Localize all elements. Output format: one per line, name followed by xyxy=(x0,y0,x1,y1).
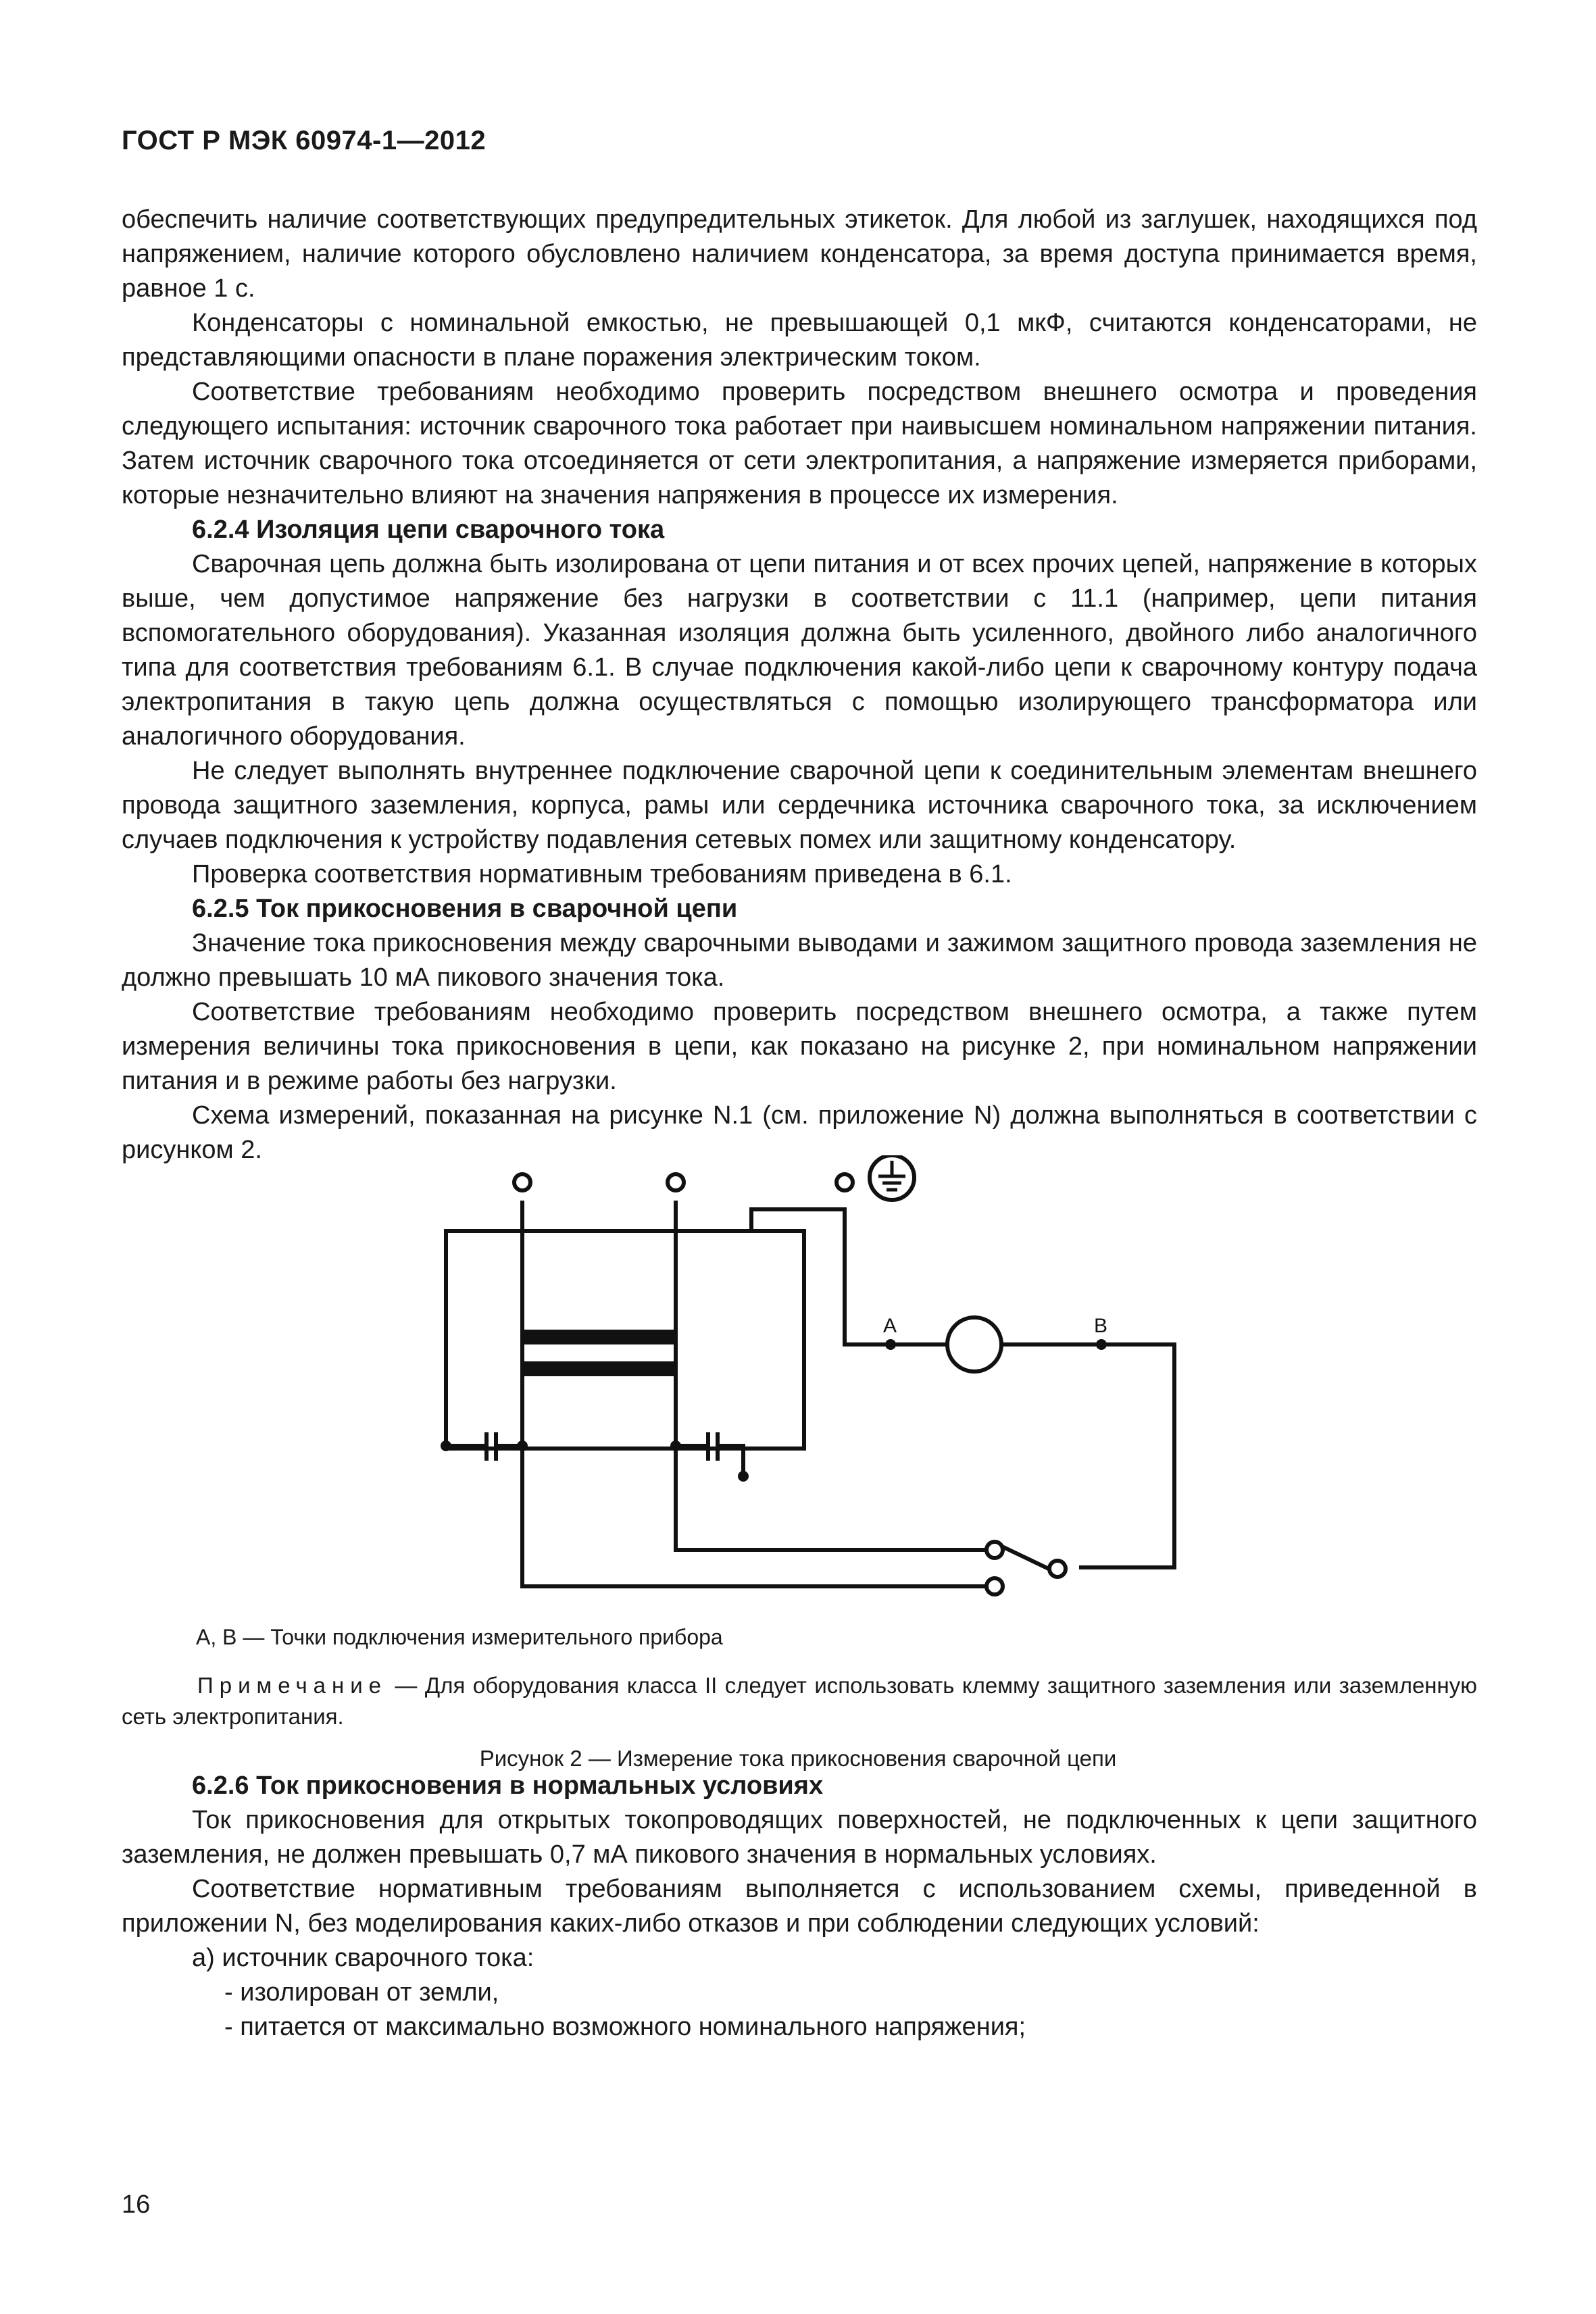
terminal-left xyxy=(514,1174,530,1190)
paragraph: Значение тока прикосновения между сварочными выводами и зажимом защитного провода заземления не должно превышать 10 мА пикового значения тока. xyxy=(122,929,1477,992)
page-number: 16 xyxy=(122,2190,151,2219)
point-a-label: A xyxy=(883,1315,897,1337)
list-item: а) источник сварочного тока: xyxy=(192,1944,534,1972)
section-heading-6-2-5: 6.2.5 Ток прикосновения в сварочной цепи xyxy=(192,895,738,923)
paragraph: Ток прикосновения для открытых токопроводящих поверхностей, не подключенных к цепи защитного заземления, не должен превышать 0,7 мА пикового значения в нормальных условиях. xyxy=(122,1806,1477,1869)
junction-dot xyxy=(738,1471,749,1482)
switch-contact-bottom xyxy=(987,1578,1003,1594)
point-b-label: B xyxy=(1094,1315,1108,1337)
paragraph: Соответствие требованиям необходимо проверить посредством внешнего осмотра и проведения следующего испытания: источник сварочного тока работает при наивысшем номинальном напряжении питания. Затем источник сварочного тока отсоединяется от сети электропитания, а напряжение измеряется приборами, которые незначительно влияют на значения напряжения в процессе их измерения. xyxy=(122,378,1477,509)
list-subitem: - питается от максимально возможного номинального напряжения; xyxy=(224,2013,1026,2041)
junction-dot xyxy=(517,1440,528,1451)
section-heading-6-2-6: 6.2.6 Ток прикосновения в нормальных условиях xyxy=(192,1771,824,1800)
switch-contact-top xyxy=(987,1542,1003,1558)
paragraph: Конденсаторы с номинальной емкостью, не превышающей 0,1 мкФ, считаются конденсаторами, не представляющими опасности в плане поражения электрическим током. xyxy=(122,309,1477,372)
point-a-dot xyxy=(885,1339,896,1350)
return-lead xyxy=(1064,1344,1174,1567)
switch-blade xyxy=(1003,1547,1049,1569)
paragraph: Соответствие требованиям необходимо проверить посредством внешнего осмотра, а также путем измерения величины тока прикосновения в цепи, как показано на рисунке 2, при номинальном напряжении питания и в режиме работы без нагрузки. xyxy=(122,998,1477,1095)
point-b-dot xyxy=(1096,1339,1107,1350)
switch-contact-right xyxy=(1049,1561,1066,1577)
junction-dot xyxy=(441,1440,451,1451)
paragraph: Соответствие нормативным требованиям выполняется с использованием схемы, приведенной в приложении N, без моделирования каких-либо отказов и при соблюдении следующих условий: xyxy=(122,1875,1477,1938)
figure-caption: Рисунок 2 — Измерение тока прикосновения сварочной цепи xyxy=(479,1746,1117,1771)
figure-legend: А, В — Точки подключения измерительного прибора xyxy=(196,1625,723,1649)
text-block-lower xyxy=(122,1769,1477,2044)
figure-note xyxy=(122,1670,1477,1732)
wire-lower-right xyxy=(676,1449,987,1550)
paragraph: обеспечить наличие соответствующих предупредительных этикеток. Для любой из заглушек, находящихся под напряжением, наличие которого обусловлено наличием конденсатора, за время доступа принимается время, равное 1 с. xyxy=(122,205,1477,303)
transformer-core-lower xyxy=(522,1361,676,1376)
meter-circle xyxy=(947,1317,1001,1372)
terminal-earth xyxy=(837,1174,853,1190)
paragraph: Не следует выполнять внутреннее подключение сварочной цепи к соединительным элементам внешнего провода защитного заземления, корпуса, рамы или сердечника источника сварочного тока, за исключением случаев подключения к устройству подавления сетевых помех или защитному конденсатору. xyxy=(122,757,1477,854)
paragraph: Схема измерений, показанная на рисунке N.1 (см. приложение N) должна выполняться в соответствии с рисунком 2. xyxy=(122,1101,1477,1164)
document-header: ГОСТ Р МЭК 60974-1—2012 xyxy=(122,126,487,155)
note-text: — Для оборудования класса II следует использовать клемму защитного заземления или заземленную сеть электропитания. xyxy=(122,1673,1477,1729)
junction-dot xyxy=(670,1440,681,1451)
list-subitem: - изолирован от земли, xyxy=(224,1978,499,2007)
paragraph: Сварочная цепь должна быть изолирована от цепи питания и от всех прочих цепей, напряжение в которых выше, чем допустимое напряжение без нагрузки в соответствии с 11.1 (например, цепи питания вспомогательного оборудования). Указанная изоляция должна быть усиленного, двойного либо аналогичного типа для соответствия требованиям 6.1. В случае подключения какой-либо цепи к сварочному контуру подача электропитания в такую цепь должна осуществляться с помощью изолирующего трансформатора или аналогичного оборудования. xyxy=(122,550,1477,751)
text-block-upper xyxy=(122,203,1477,1167)
wire-lower-left xyxy=(522,1549,987,1586)
paragraph: Проверка соответствия нормативным требованиям приведена в 6.1. xyxy=(192,860,1012,888)
section-heading-6-2-4: 6.2.4 Изоляция цепи сварочного тока xyxy=(192,515,665,544)
note-label: Примечание xyxy=(197,1673,388,1698)
transformer-core-upper xyxy=(522,1330,676,1344)
terminal-middle xyxy=(668,1174,684,1190)
circuit-diagram xyxy=(405,1155,1216,1615)
